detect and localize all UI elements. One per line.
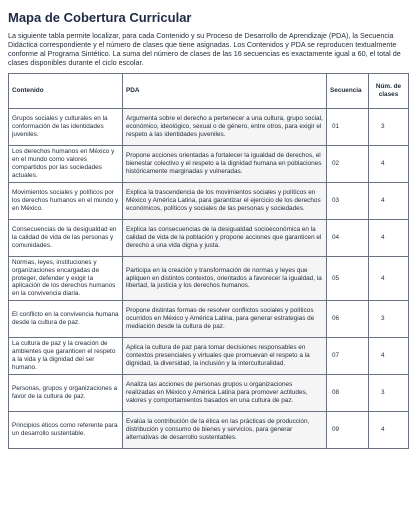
cell-clases: 4 [369, 146, 409, 183]
cell-contenido: Normas, leyes, instituciones y organizaciones encargadas de proteger, defender y exigir la aplicación de los derechos humanos en la convivencia diaria. [9, 257, 123, 301]
cell-pda: Argumenta sobre el derecho a pertenecer a una cultura, grupo social, económico, ideológico, sexual o de género, entre otros, para exigir el respeto a las identidades juveniles. [123, 109, 327, 146]
cell-pda: Participa en la creación y transformación de normas y leyes que apliquen en distintos contextos, orientados a favorecer la igualdad, la libertad, la justicia y los derechos humanos. [123, 257, 327, 301]
cell-secuencia: 08 [327, 374, 369, 411]
cell-pda: Explica la trascendencia de los movimientos sociales y políticos en México y América Latina, para garantizar el ejercicio de los derechos económicos, políticos y sociales de las personas y sociedades. [123, 183, 327, 220]
cell-clases: 4 [369, 183, 409, 220]
intro-paragraph: La siguiente tabla permite localizar, para cada Contenido y su Proceso de Desarrollo de Aprendizaje (PDA), la Secuencia Didáctica correspondiente y el número de clases que tiene asignadas. Los Contenidos y PDA se reproducen textualmente conforme al Programa Sintético. La suma del número de clases de las 16 secuencias es exactamente igual a 60, el total de clases disponibles durante el ciclo escolar. [8, 31, 401, 67]
cell-contenido: Grupos sociales y culturales en la conformación de las identidades juveniles. [9, 109, 123, 146]
cell-clases: 3 [369, 300, 409, 337]
cell-pda: Analiza las acciones de personas grupos u organizaciones realizadas en México y América Latina para promover actitudes, valores y comportamientos basados en una cultura de paz. [123, 374, 327, 411]
table-row [9, 109, 409, 146]
cell-secuencia: 04 [327, 220, 369, 257]
cell-pda: Propone acciones orientadas a fortalecer la igualdad de derechos, el bienestar colectivo y el respeto a la dignidad humana en poblaciones históricamente marginadas y vulneradas. [123, 146, 327, 183]
table-row [9, 220, 409, 257]
cell-contenido: El conflicto en la convivencia humana desde la cultura de paz. [9, 300, 123, 337]
cell-pda: Explica las consecuencias de la desigualdad socioeconómica en la calidad de vida de la población y propone acciones que garanticen el derecho a una vida digna y justa. [123, 220, 327, 257]
header-contenido: Contenido [9, 74, 123, 109]
cell-pda: Aplica la cultura de paz para tomar decisiones responsables en contextos presenciales y virtuales que promuevan el respeto a la dignidad, la diversidad, la inclusión y la interculturalidad. [123, 337, 327, 374]
table-row [9, 374, 409, 411]
header-pda: PDA [123, 74, 327, 109]
header-clases: Núm. de clases [369, 74, 409, 109]
cell-secuencia: 02 [327, 146, 369, 183]
cell-contenido: Los derechos humanos en México y en el mundo como valores compartidos por las sociedades actuales. [9, 146, 123, 183]
table-row [9, 257, 409, 301]
cell-clases: 4 [369, 411, 409, 448]
cell-clases: 4 [369, 257, 409, 301]
cell-clases: 4 [369, 220, 409, 257]
cell-contenido: Personas, grupos y organizaciones a favor de la cultura de paz. [9, 374, 123, 411]
cell-secuencia: 07 [327, 337, 369, 374]
cell-pda: Propone distintas formas de resolver conflictos sociales y políticos ocurridos en México y América Latina, para generar estrategias de mediación desde la cultura de paz. [123, 300, 327, 337]
cell-secuencia: 03 [327, 183, 369, 220]
table-row [9, 183, 409, 220]
cell-contenido: Principios éticos como referente para un desarrollo sustentable. [9, 411, 123, 448]
curriculum-table [8, 73, 409, 449]
table-row [9, 411, 409, 448]
cell-secuencia: 05 [327, 257, 369, 301]
table-header-row [9, 74, 409, 109]
cell-secuencia: 09 [327, 411, 369, 448]
cell-pda: Evalúa la contribución de la ética en las prácticas de producción, distribución y consumo de bienes y servicios, para generar alternativas de desarrollo sustentables. [123, 411, 327, 448]
cell-contenido: Movimientos sociales y políticos por los derechos humanos en el mundo y en México. [9, 183, 123, 220]
cell-clases: 4 [369, 337, 409, 374]
table-row [9, 337, 409, 374]
cell-secuencia: 06 [327, 300, 369, 337]
cell-contenido: Consecuencias de la desigualdad en la calidad de vida de las personas y comunidades. [9, 220, 123, 257]
page-title: Mapa de Cobertura Curricular [8, 10, 192, 25]
cell-clases: 3 [369, 109, 409, 146]
cell-contenido: La cultura de paz y la creación de ambientes que garanticen el respeto a la vida y la dignidad del ser humano. [9, 337, 123, 374]
table-row [9, 146, 409, 183]
table-row [9, 300, 409, 337]
cell-clases: 3 [369, 374, 409, 411]
header-secuencia: Secuencia [327, 74, 369, 109]
cell-secuencia: 01 [327, 109, 369, 146]
